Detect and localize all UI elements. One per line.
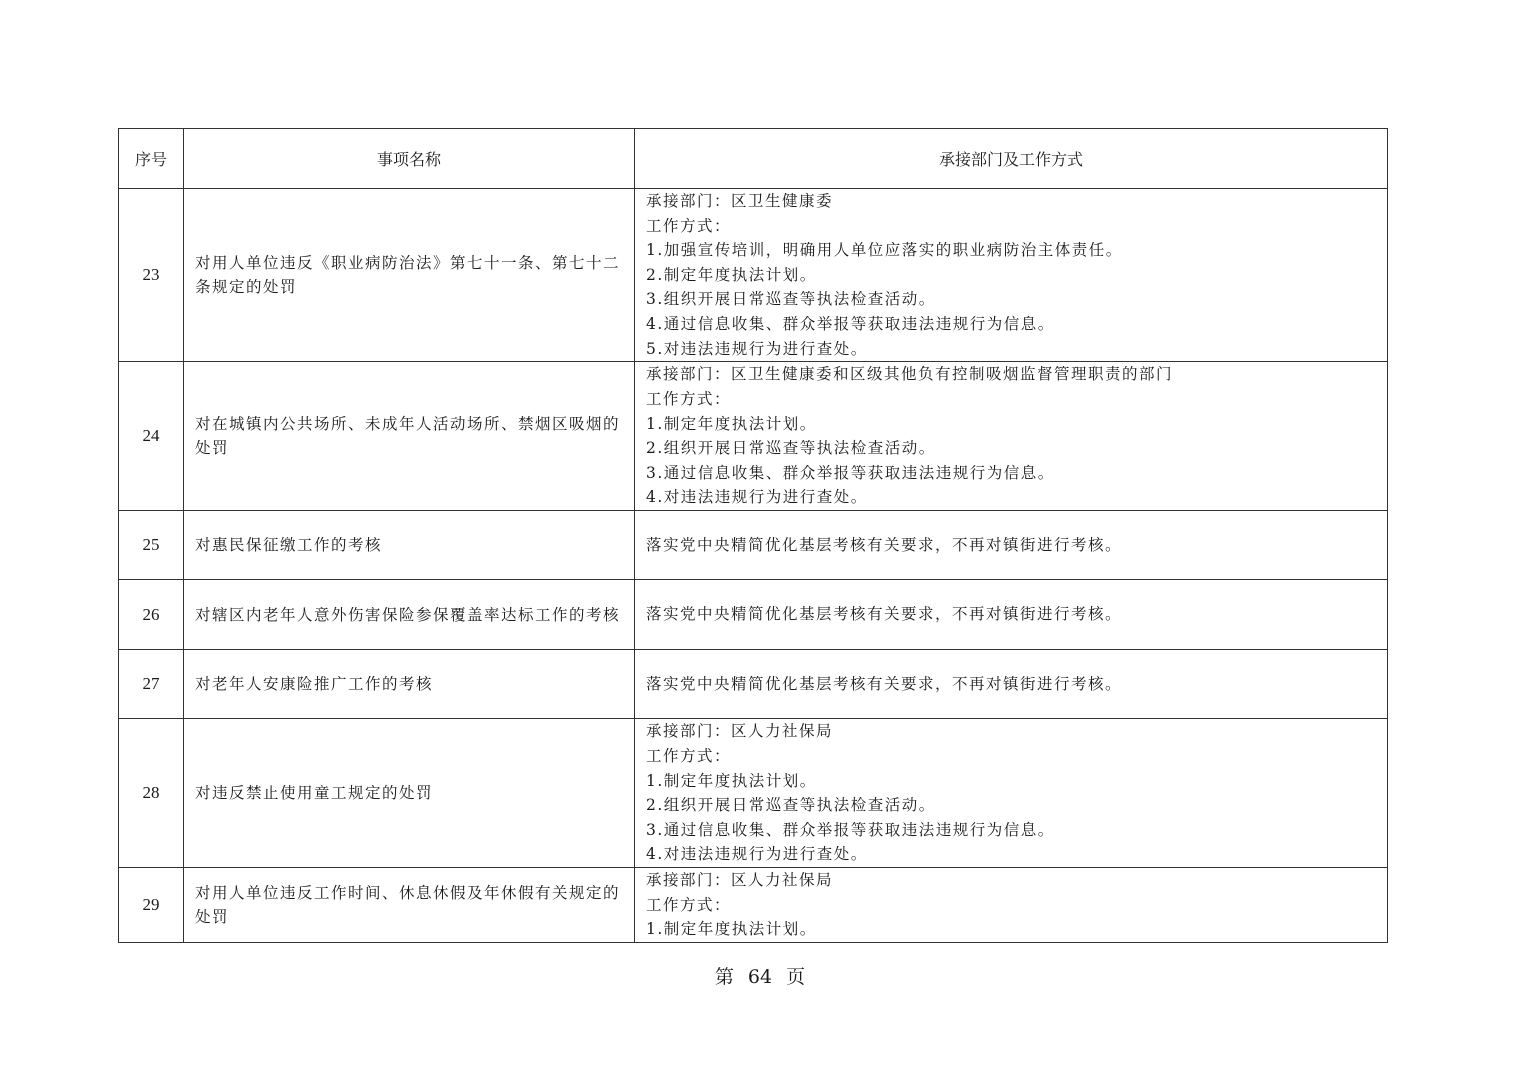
dept-line: 4.对违法违规行为进行查处。: [646, 488, 868, 507]
dept-line: 3.组织开展日常巡查等执法检查活动。: [646, 290, 936, 309]
dept-line: 4.通过信息收集、群众举报等获取违法违规行为信息。: [646, 314, 1055, 333]
dept-line: 工作方式：: [646, 216, 732, 235]
header-serial-number: 序号: [119, 129, 184, 189]
dept-line: 承接部门：区人力社保局: [646, 722, 834, 741]
row-serial-number: 29: [119, 868, 184, 943]
table-row: [119, 189, 1388, 362]
row-serial-number: 28: [119, 719, 184, 868]
dept-line: 落实党中央精简优化基层考核有关要求，不再对镇街进行考核。: [646, 674, 1123, 693]
dept-line: 1.制定年度执法计划。: [646, 920, 817, 939]
row-item-name: 对在城镇内公共场所、未成年人活动场所、禁烟区吸烟的处罚: [184, 362, 635, 511]
row-department-and-method: [635, 868, 1388, 943]
dept-line: 1.加强宣传培训，明确用人单位应落实的职业病防治主体责任。: [646, 241, 1123, 260]
dept-line: 承接部门：区卫生健康委和区级其他负有控制吸烟监督管理职责的部门: [646, 365, 1174, 384]
row-item-name: 对辖区内老年人意外伤害保险参保覆盖率达标工作的考核: [184, 580, 635, 650]
page-footer: [0, 962, 1520, 989]
row-item-name: 对用人单位违反《职业病防治法》第七十一条、第七十二条规定的处罚: [184, 189, 635, 362]
row-department-and-method: [635, 719, 1388, 868]
table-row: [119, 650, 1388, 719]
dept-line: 承接部门：区卫生健康委: [646, 192, 834, 210]
row-serial-number: 25: [119, 511, 184, 580]
row-item-name: 对用人单位违反工作时间、休息休假及年休假有关规定的处罚: [184, 868, 635, 943]
row-department-and-method: [635, 650, 1388, 719]
table-row: [119, 580, 1388, 650]
items-table: [118, 128, 1388, 943]
table-row: [119, 719, 1388, 868]
page-footer-prefix: 第: [714, 966, 734, 988]
table-row: [119, 868, 1388, 943]
page-number: 64: [747, 966, 773, 988]
row-item-name: 对惠民保征缴工作的考核: [184, 511, 635, 580]
row-department-and-method: [635, 580, 1388, 650]
dept-line: 2.制定年度执法计划。: [646, 265, 817, 284]
dept-line: 3.通过信息收集、群众举报等获取违法违规行为信息。: [646, 820, 1055, 839]
page-footer-suffix: 页: [786, 966, 806, 988]
dept-line: 3.通过信息收集、群众举报等获取违法违规行为信息。: [646, 463, 1055, 482]
row-item-name: 对老年人安康险推广工作的考核: [184, 650, 635, 719]
dept-line: 1.制定年度执法计划。: [646, 414, 817, 433]
dept-line: 工作方式：: [646, 389, 732, 408]
dept-line: 2.组织开展日常巡查等执法检查活动。: [646, 439, 936, 458]
table-header-row: [119, 129, 1388, 189]
dept-line: 落实党中央精简优化基层考核有关要求，不再对镇街进行考核。: [646, 535, 1123, 554]
dept-line: 5.对违法违规行为进行查处。: [646, 339, 868, 358]
dept-line: 承接部门：区人力社保局: [646, 871, 834, 890]
row-serial-number: 26: [119, 580, 184, 650]
row-department-and-method: [635, 362, 1388, 511]
header-department-and-method: 承接部门及工作方式: [635, 129, 1388, 189]
header-item-name: 事项名称: [184, 129, 635, 189]
dept-line: 工作方式：: [646, 746, 732, 765]
row-department-and-method: [635, 511, 1388, 580]
row-serial-number: 23: [119, 189, 184, 362]
row-item-name: 对违反禁止使用童工规定的处罚: [184, 719, 635, 868]
table-row: [119, 511, 1388, 580]
row-serial-number: 27: [119, 650, 184, 719]
row-serial-number: 24: [119, 362, 184, 511]
dept-line: 1.制定年度执法计划。: [646, 771, 817, 790]
dept-line: 工作方式：: [646, 895, 732, 914]
dept-line: 2.组织开展日常巡查等执法检查活动。: [646, 796, 936, 815]
dept-line: 4.对违法违规行为进行查处。: [646, 845, 868, 864]
row-department-and-method: [635, 189, 1388, 362]
table-row: [119, 362, 1388, 511]
dept-line: 落实党中央精简优化基层考核有关要求，不再对镇街进行考核。: [646, 605, 1123, 624]
